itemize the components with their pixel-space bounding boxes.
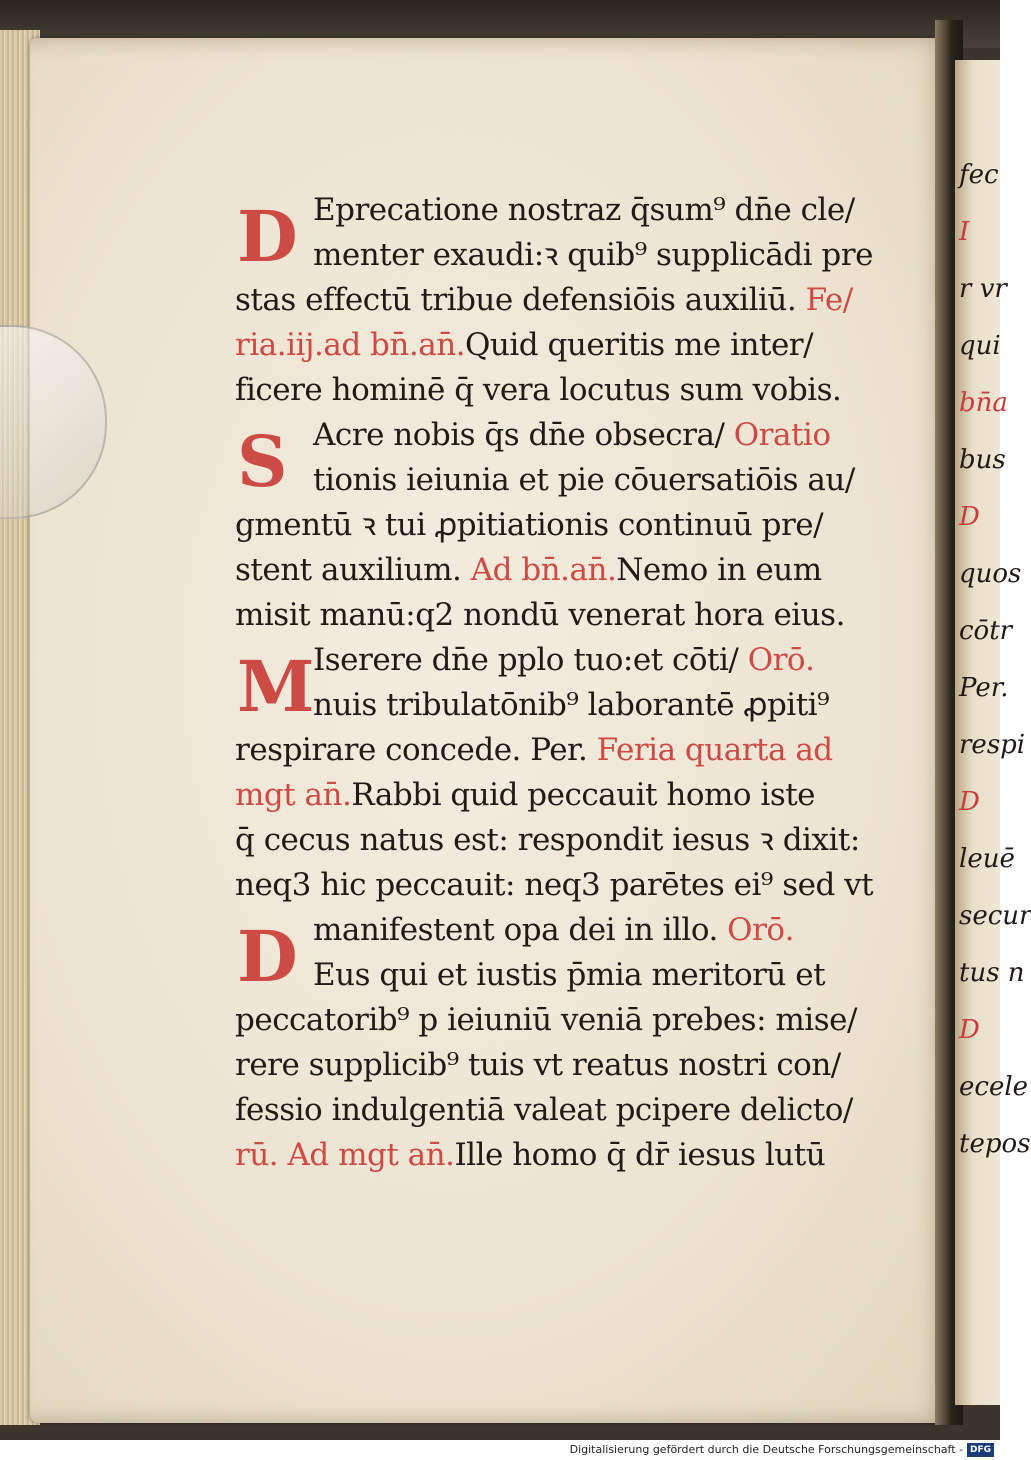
text-line <box>235 998 925 1043</box>
rubric-text: Feria quarta ad <box>587 732 833 768</box>
facing-page-fragment: ecele <box>959 1072 1029 1102</box>
text-line <box>235 863 925 908</box>
red-initial: S <box>237 420 288 503</box>
funding-text: Digitalisierung gefördert durch die Deutsche Forschungsgemeinschaft - <box>569 1443 963 1456</box>
body-text: Rabbi quid peccauit homo iste <box>351 777 816 813</box>
body-text: respirare concede. Per. <box>235 732 588 768</box>
facing-page-edge <box>955 60 1031 1405</box>
rubric-text: rū. <box>235 1137 279 1173</box>
rubric-text: mgt an̄. <box>235 777 352 813</box>
body-text: peccatorib⁹ p ieiuniū veniā prebes: mise/ <box>235 1002 857 1038</box>
body-text: Ille homo q̄ dr̄ iesus lutū <box>454 1137 826 1173</box>
body-text: Eprecatione nostraz q̄sum⁹ dn̄e cle/ <box>313 192 855 228</box>
dfg-logo: DFG <box>967 1443 994 1457</box>
facing-page-fragment: r vr <box>959 274 1007 304</box>
rubric-text: Oratio <box>724 417 831 453</box>
body-text: Iserere dn̄e pplo tuo:et cōti/ <box>313 642 739 678</box>
facing-page-fragment: respi <box>959 730 1026 760</box>
body-text: q̄ cecus natus est: respondit iesus ꝛ dixit: <box>235 822 860 858</box>
facing-page-fragment: secur <box>959 901 1031 931</box>
body-text: fessio indulgentiā valeat pcipere delicto/ <box>235 1092 853 1128</box>
facing-page-fragment: bus <box>959 445 1006 475</box>
text-line <box>235 1088 925 1133</box>
body-text: neq3 hic peccauit: neq3 parētes ei⁹ sed vt <box>235 867 874 903</box>
rubric-text: Ad mgt an̄. <box>278 1137 455 1173</box>
text-line <box>235 818 925 863</box>
body-text: Acre nobis q̄s dn̄e obsecra/ <box>313 417 725 453</box>
text-line <box>235 458 925 503</box>
facing-page-fragment: D <box>959 502 980 532</box>
body-text: Nemo in eum <box>616 552 822 588</box>
text-line <box>235 593 925 638</box>
body-text: misit manū:q2 nondū venerat hora eius. <box>235 597 845 633</box>
text-line <box>235 278 925 323</box>
facing-page-fragment: tepos <box>959 1129 1031 1159</box>
text-line <box>235 683 925 728</box>
facing-page-fragment: tus n <box>959 958 1025 988</box>
text-line <box>235 953 925 998</box>
facing-page-fragment: leuē <box>959 844 1015 874</box>
body-text: Quid queritis me inter/ <box>465 327 814 363</box>
body-text: Eus qui et iustis p̄mia meritorū et <box>313 957 826 993</box>
red-initial: D <box>237 195 298 278</box>
red-initial: M <box>237 645 314 728</box>
body-text: rere supplicib⁹ tuis vt reatus nostri con/ <box>235 1047 841 1083</box>
text-line <box>235 728 925 773</box>
facing-page-fragment: bn̄a <box>959 388 1008 418</box>
rubric-text: ria.iij.ad bn̄.an̄. <box>235 327 466 363</box>
body-text: stent auxilium. <box>235 552 462 588</box>
text-line <box>235 548 925 593</box>
rubric-text: Orō. <box>738 642 815 678</box>
facing-page-fragment: fec <box>959 160 999 190</box>
body-text: manifestent opa dei in illo. <box>313 912 718 948</box>
facing-page-fragment: cōtr <box>959 616 1013 646</box>
facing-page-fragment: D <box>959 787 980 817</box>
text-line <box>235 1133 925 1178</box>
rubric-text: Orō. <box>717 912 794 948</box>
text-line <box>235 773 925 818</box>
facing-page-fragment: D <box>959 1015 980 1045</box>
body-text: ficere hominē q̄ vera locutus sum vobis. <box>235 372 842 408</box>
body-text: nuis tribulatōnib⁹ laborantē ꝓpiti⁹ <box>313 687 830 723</box>
text-line <box>235 323 925 368</box>
funding-footer <box>0 1440 1000 1460</box>
book-page <box>30 38 955 1423</box>
rubric-text: Ad bn̄.an̄. <box>461 552 617 588</box>
body-text: tionis ieiunia et pie cōuersatiōis au/ <box>313 462 855 498</box>
text-line <box>235 1043 925 1088</box>
page-text <box>235 188 925 1178</box>
facing-page-fragment: I <box>959 217 970 247</box>
facing-page-fragment: Per. <box>959 673 1009 703</box>
text-line <box>235 503 925 548</box>
body-text: gmentū ꝛ tui ꝓpitiationis continuū pre/ <box>235 507 824 543</box>
body-text: menter exaudi:ꝛ quib⁹ supplicādi pre <box>313 237 873 273</box>
text-line <box>235 233 925 278</box>
text-line <box>235 368 925 413</box>
body-text: stas effectū tribue defensiōis auxiliū. <box>235 282 797 318</box>
facing-page-fragment: qui <box>959 331 1001 361</box>
red-initial: D <box>237 915 298 998</box>
facing-page-fragment: quos <box>959 559 1022 589</box>
rubric-text: Fe/ <box>796 282 853 318</box>
